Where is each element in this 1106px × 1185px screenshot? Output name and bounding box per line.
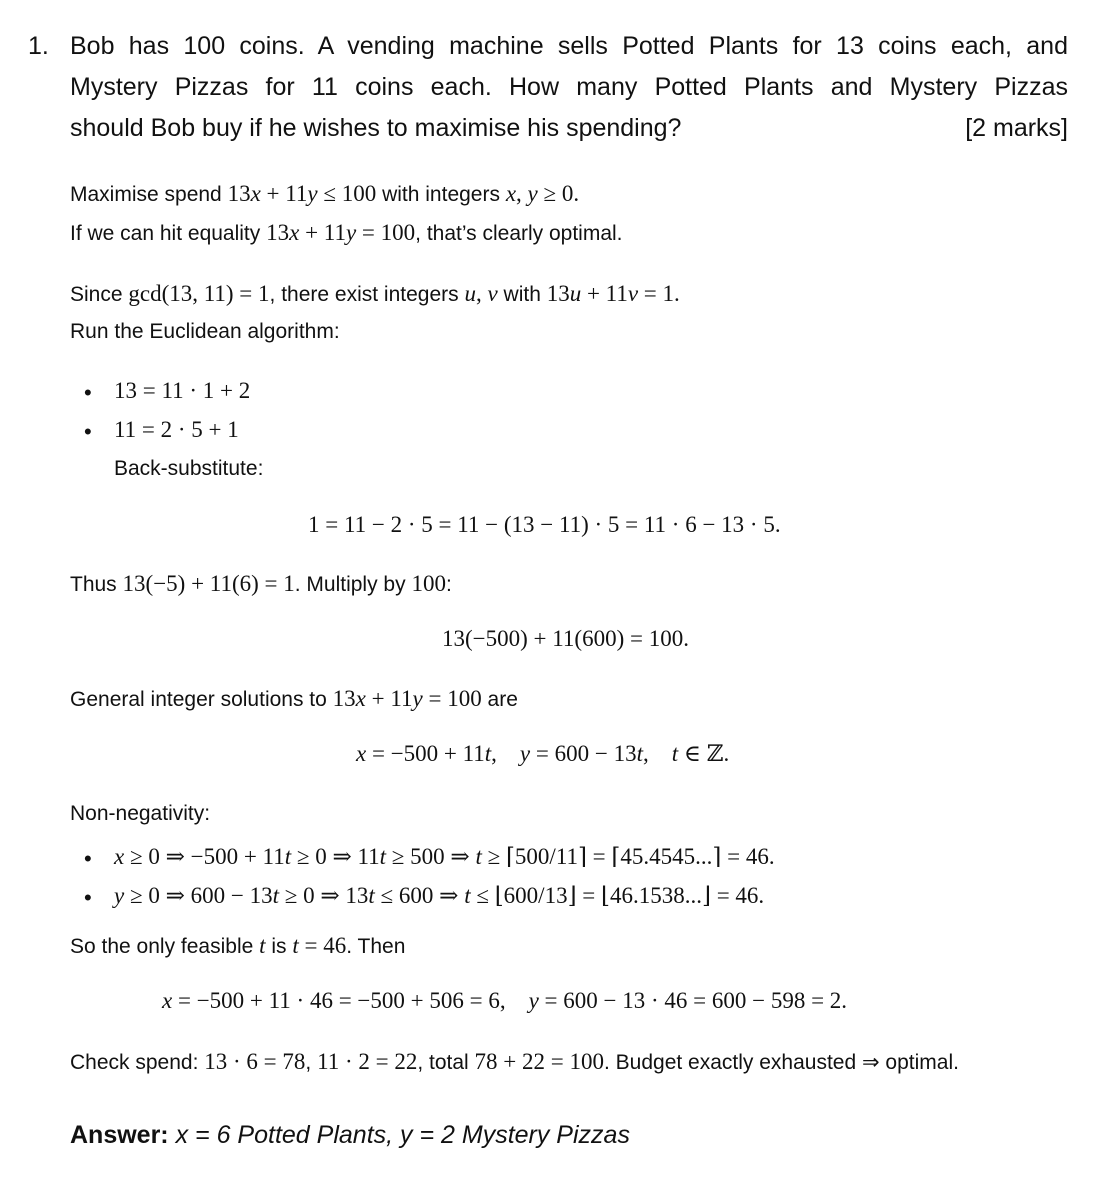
math-100: 100: [411, 571, 446, 596]
question-marks: [2 marks]: [965, 114, 1068, 142]
question-line-3: [70, 108, 1068, 149]
solution-line-maximise: [70, 181, 579, 207]
text-thus: Thus: [70, 573, 123, 596]
solution-line-feasible: [70, 933, 405, 959]
math-gcd: gcd(13, 11) = 1: [128, 281, 270, 306]
text-general: General integer solutions to: [70, 688, 333, 711]
display-xy-values: x = −500 + 11 · 46 = −500 + 506 = 6, y = 600 − 13 · 46 = 600 − 598 = 2.: [162, 988, 848, 1013]
text-comma: ,: [305, 1051, 318, 1074]
text-check: Check spend:: [70, 1051, 205, 1074]
bullet-dot: •: [84, 885, 92, 910]
question-text: [70, 26, 1068, 149]
math-total: 78 + 22 = 100: [474, 1049, 604, 1074]
solution-line-thus: [70, 571, 452, 597]
math-nonneg: x, y ≥ 0.: [505, 181, 580, 206]
display-scaled: 13(−500) + 11(600) = 100.: [442, 626, 689, 651]
solution-line-euclid: Run the Euclidean algorithm:: [70, 320, 340, 343]
euclid-step-1: 13 = 11 · 1 + 2: [114, 378, 251, 403]
question-number: 1.: [28, 32, 49, 60]
text-with-integers: with integers: [376, 183, 506, 206]
answer-label: Answer:: [70, 1121, 169, 1149]
answer-line: [70, 1121, 630, 1150]
display-backsub: 1 = 11 − 2 · 5 = 11 − (13 − 11) · 5 = 11 · 6 − 13 · 5.: [308, 512, 781, 537]
math-t: t: [259, 933, 266, 958]
math-bezout: 13u + 11v = 1.: [546, 281, 680, 306]
math-general-eq: 13x + 11y = 100: [332, 686, 482, 711]
math-inequality: 13x + 11y ≤ 100: [227, 181, 377, 206]
text-exhausted: . Budget exactly exhausted ⇒ optimal.: [604, 1051, 959, 1074]
solution-line-nonneg: Non-negativity:: [70, 802, 211, 825]
solution-line-gcd: [70, 281, 680, 307]
text-then: . Then: [346, 935, 406, 958]
bullet-dot: •: [84, 419, 92, 444]
solution-line-equality: [70, 220, 623, 246]
solution-line-check: [70, 1049, 959, 1075]
math-uv: u, v: [464, 281, 498, 306]
nonneg-x: x ≥ 0 ⇒ −500 + 11t ≥ 0 ⇒ 11t ≥ 500 ⇒ t ≥ ⌈500/11⌉ = ⌈45.4545...⌉ = 46.: [114, 844, 775, 869]
text-optimal: , that’s clearly optimal.: [415, 222, 623, 245]
text-total: , total: [417, 1051, 475, 1074]
text-since: Since: [70, 283, 129, 306]
nonneg-y: y ≥ 0 ⇒ 600 − 13t ≥ 0 ⇒ 13t ≤ 600 ⇒ t ≤ ⌊600/13⌋ = ⌊46.1538...⌋ = 46.: [114, 883, 765, 908]
bullet-dot: •: [84, 380, 92, 405]
text-colon: :: [445, 573, 452, 596]
solution-line-general: [70, 686, 518, 712]
text-are: are: [481, 688, 518, 711]
text-with: with: [497, 283, 547, 306]
display-general-solution: x = −500 + 11t, y = 600 − 13t, t ∈ ℤ.: [356, 741, 730, 766]
euclid-step-2: 11 = 2 · 5 + 1: [114, 417, 239, 442]
answer-text: x = 6 Potted Plants, y = 2 Mystery Pizzas: [168, 1121, 630, 1149]
text-maximise: Maximise spend: [70, 183, 228, 206]
math-equality: 13x + 11y = 100: [266, 220, 416, 245]
math-spend-y: 11 · 2 = 22: [317, 1049, 418, 1074]
math-spend-x: 13 · 6 = 78: [204, 1049, 306, 1074]
math-bezout-result: 13(−5) + 11(6) = 1: [122, 571, 295, 596]
math-t46: t = 46: [292, 933, 347, 958]
text-equality: If we can hit equality: [70, 222, 267, 245]
text-exist: , there exist integers: [269, 283, 465, 306]
bullet-dot: •: [84, 846, 92, 871]
question-line-1: Bob has 100 coins. A vending machine sells Potted Plants for 13 coins each, and: [70, 32, 1068, 60]
question-line-2: Mystery Pizzas for 11 coins each. How many Potted Plants and Mystery Pizzas: [70, 73, 1068, 101]
solution-line-backsub: Back-substitute:: [114, 457, 264, 480]
text-multiply: . Multiply by: [294, 573, 412, 596]
question-line-3-text: should Bob buy if he wishes to maximise his spending?: [70, 114, 682, 142]
text-is: is: [265, 935, 293, 958]
text-so: So the only feasible: [70, 935, 260, 958]
